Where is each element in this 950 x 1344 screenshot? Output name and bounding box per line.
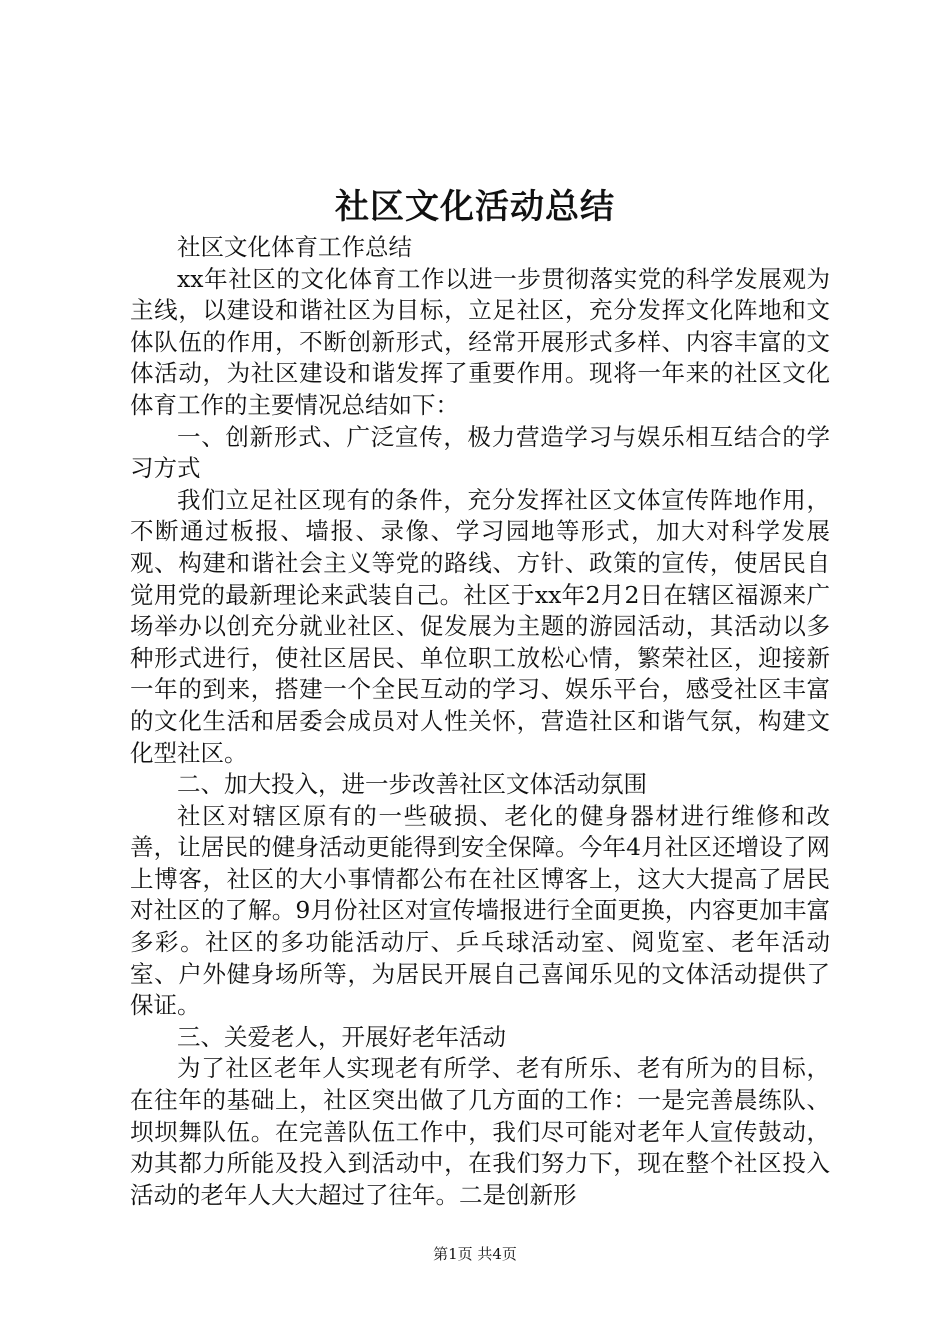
paragraph-section-1: 我们立足社区现有的条件，充分发挥社区文体宣传阵地作用，不断通过板报、墙报、录像、学习园地等形式，加大对科学发展观、构建和谐社会主义等党的路线、方针、政策的宣传，使居民自觉用党的最新理论来武装自己。社区于xx年2月2日在辖区福源来广场举办以创充分就业社区、促发展为主题的游园活动，其活动以多种形式进行，使社区居民、单位职工放松心情，繁荣社区，迎接新一年的到来，搭建一个全民互动的学习、娱乐平台，感受社区丰富的文化生活和居委会成员对人性关怀，营造社区和谐气氛，构建文化型社区。: [130, 485, 830, 767]
page-number-footer: 第1页 共4页: [433, 1245, 517, 1263]
paragraph-subtitle: 社区文化体育工作总结: [177, 233, 412, 261]
document-body: [130, 232, 830, 1211]
section-heading-2: 二、加大投入，进一步改善社区文体活动氛围: [177, 770, 647, 799]
paragraph-section-2: 社区对辖区原有的一些破损、老化的健身器材进行维修和改善，让居民的健身活动更能得到安全保障。今年4月社区还增设了网上博客，社区的大小事情都公布在社区博客上，这大大提高了居民对社区的了解。9月份社区对宣传墙报进行全面更换，内容更加丰富多彩。社区的多功能活动厅、乒乓球活动室、阅览室、老年活动室、户外健身场所等，为居民开展自己喜闻乐见的文体活动提供了保证。: [130, 801, 830, 1020]
document-title: 社区文化活动总结: [335, 187, 615, 227]
paragraph-section-3: 为了社区老年人实现老有所学、老有所乐、老有所为的目标，在往年的基础上，社区突出做了几方面的工作：一是完善晨练队、坝坝舞队伍。在完善队伍工作中，我们尽可能对老年人宣传鼓动，劝其都力所能及投入到活动中，在我们努力下，现在整个社区投入活动的老年人大大超过了往年。二是创新形: [130, 1054, 830, 1209]
paragraph-intro: xx年社区的文化体育工作以进一步贯彻落实党的科学发展观为主线，以建设和谐社区为目标，立足社区，充分发挥文化阵地和文体队伍的作用，不断创新形式，经常开展形式多样、内容丰富的文体活动，为社区建设和谐发挥了重要作用。现将一年来的社区文化体育工作的主要情况总结如下：: [130, 264, 830, 419]
section-heading-3: 三、关爱老人，开展好老年活动: [177, 1022, 506, 1051]
section-heading-1: 一、创新形式、广泛宣传，极力营造学习与娱乐相互结合的学习方式: [130, 422, 830, 483]
